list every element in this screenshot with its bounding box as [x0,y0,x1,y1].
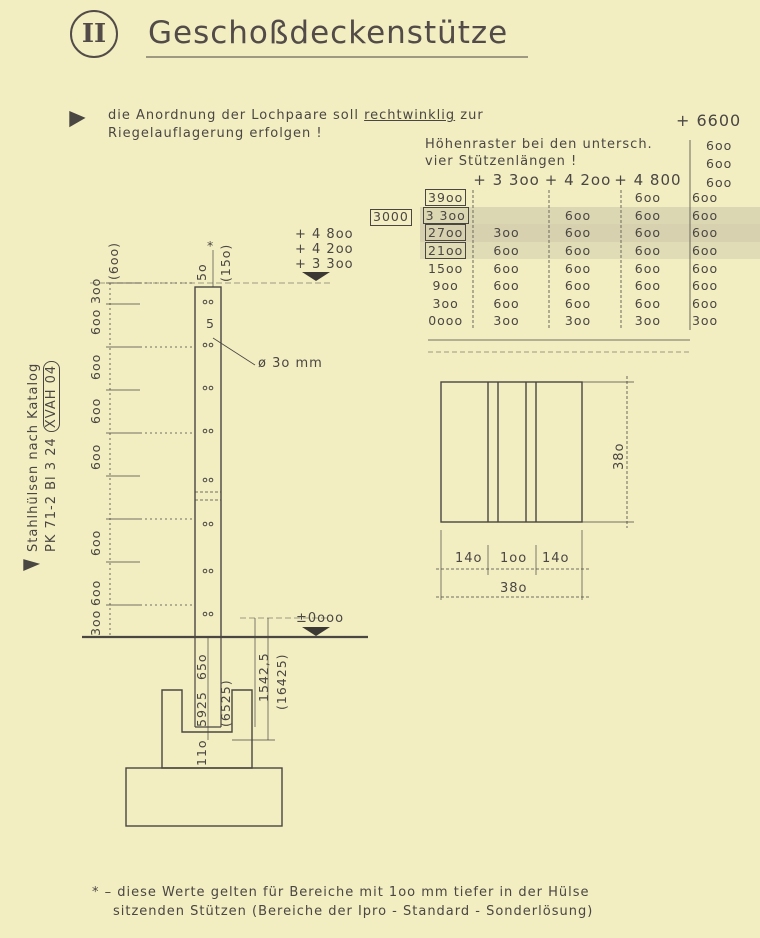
top-dim-150: (15o) [218,243,233,282]
dim-600: 6oo [88,308,103,335]
top-level-label: + 6600 [676,111,742,130]
table-row [420,259,760,277]
level-cell: 21oo [425,242,466,259]
dim-15425: 1542,5 [256,652,271,702]
value-cell: 6oo [634,243,662,259]
value-cell: 6oo [564,243,592,259]
right-col-top-2: 6oo [706,156,733,171]
height-grid-table [420,171,760,330]
table-row [420,242,760,260]
table-row [420,207,760,225]
table-row [420,312,760,330]
value-cell: 6oo [691,207,719,223]
level-cell: 39oo [425,189,466,206]
value-cell: 6oo [634,260,662,276]
value-cell: 6oo [691,225,719,241]
table-header-cell: + 4 800 [614,171,682,189]
foundation-outline [126,768,282,826]
dim-5925: 5925 [194,691,209,727]
table-row [420,224,760,242]
value-cell: 6oo [691,295,719,311]
table-row [420,277,760,295]
table-row [420,295,760,313]
value-cell: 6oo [564,225,592,241]
section-outline [441,382,582,522]
value-cell [542,189,615,207]
value-cell: 6oo [691,278,719,294]
dim-300-bottom: 3oo [88,609,103,636]
level-cell: 9oo [432,278,459,294]
value-cell: 3oo [564,313,592,329]
value-cell [471,189,541,207]
dim-600: 6oo [88,353,103,380]
level-triangle-top-icon [302,272,330,281]
level-cell: 27oo [425,224,466,241]
level-label-4200: + 4 2oo [295,242,354,257]
value-cell: 6oo [493,260,520,276]
dim-6525: (6525) [218,679,233,727]
level-triangle-zero-icon [302,627,330,636]
value-cell: 6oo [564,260,592,276]
footnote-line-1: * – diese Werte gelten für Bereiche mit 1oo mm tiefer in der Hülse [92,885,590,900]
level-label-3300: + 3 3oo [295,257,354,272]
section-width-right: 14o [542,551,570,566]
dim-600: 6oo [88,443,103,470]
level-cell: 0ooo [428,313,464,329]
level-label-4800: + 4 8oo [295,227,354,242]
dim-600: 6oo [88,579,103,606]
value-cell: 3oo [493,225,520,241]
value-cell: 6oo [493,278,520,294]
value-cell [471,207,541,225]
table-header-cell: + 4 2oo [544,171,612,189]
value-cell: 3oo [634,313,662,329]
value-cell: 6oo [493,295,520,311]
value-cell: 6oo [564,278,592,294]
value-cell: 3oo [493,313,520,329]
right-col-top-1: 6oo [706,138,733,153]
table-row [420,189,760,207]
side-level-label: 3000 [370,209,412,226]
side-note-line-2: PK 71-2 Bl 3 24 XVAH 04 [45,361,58,552]
column-mark: 5 [206,316,215,331]
note-arrow-icon [70,112,84,126]
note-line-2: Riegelauflagerung erfolgen ! [108,126,323,141]
column-outline [195,287,221,637]
table-header-cell [729,171,760,189]
page-title: Geschoßdeckenstütze [148,15,509,51]
zero-level-label: ±0ooo [296,611,345,626]
value-cell: 6oo [564,207,592,223]
table-heading-1: Höhenraster bei den untersch. [425,137,653,152]
value-cell: 6oo [691,260,719,276]
dim-600: 6oo [88,529,103,556]
value-cell: 6oo [564,295,592,311]
note-line-1: die Anordnung der Lochpaare soll rechtwinklig zur [108,108,484,123]
value-cell: 6oo [634,190,662,206]
dim-110: 11o [194,739,209,766]
hole-diameter-label: ø 3o mm [258,356,323,371]
section-width-total: 38o [500,581,528,596]
table-header-cell [420,171,471,189]
value-cell: 6oo [691,243,719,259]
dim-600-top: (6oo) [106,241,121,280]
top-dim-50: 5o [194,263,209,281]
level-cell: 3oo [432,295,459,311]
section-width-left: 14o [455,551,483,566]
value-cell: 6oo [634,207,662,223]
table-header-cell: + 3 3oo [473,171,540,189]
value-cell: 6oo [634,295,662,311]
table-heading-2: vier Stützenlängen ! [425,154,578,169]
section-number: II [70,10,118,58]
level-cell: 3 3oo [423,207,469,224]
dim-600: 6oo [88,397,103,424]
level-cell: 15oo [428,260,464,276]
dim-16425: (16425) [274,653,289,710]
section-height-label: 38o [612,442,627,470]
dim-650: 65o [194,653,209,680]
value-cell: 6oo [691,190,719,206]
section-width-mid: 1oo [500,551,528,566]
value-cell: 6oo [634,225,662,241]
value-cell: 6oo [493,243,520,259]
value-cell: 3oo [691,313,719,329]
footnote-line-2: sitzenden Stützen (Bereiche der Ipro - Standard - Sonderlösung) [113,904,594,919]
right-col-header: 6oo [706,175,733,190]
dim-300-top: 3oo [88,277,103,304]
star-mark: * [207,238,215,253]
side-note-line-1: Stahlhülsen nach Katalog [26,362,41,552]
value-cell: 6oo [634,278,662,294]
